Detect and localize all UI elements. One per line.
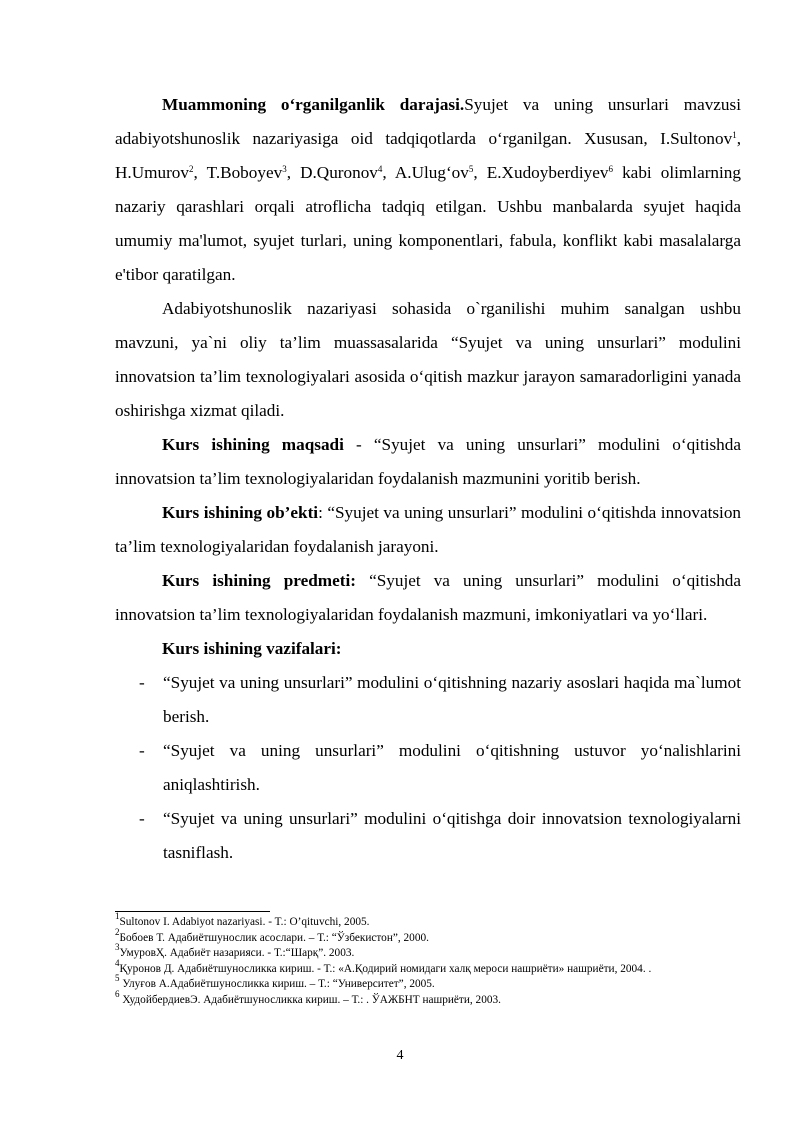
paragraph-subject: Kurs ishining predmeti: “Syujet va uning unsurlari” modulini o‘qitishda innovatsion ta’lim texnologiyalaridan foydalanish mazmuni, imkoniyatlari va yo‘llari. — [115, 571, 742, 624]
list-dash: - — [139, 809, 145, 828]
heading-study-degree: Muammoning o‘rganilganlik darajasi. — [162, 95, 465, 114]
page-number: 4 — [396, 1048, 404, 1063]
list-item: - “Syujet va uning unsurlari” modulini o‘qitishning nazariy asoslari haqida ma`lumot berish. — [115, 666, 741, 734]
footnote-ref-6: 6 — [608, 164, 613, 174]
footnotes — [115, 911, 741, 1009]
footnote-ref-5: 5 — [468, 164, 474, 174]
document-body — [115, 88, 741, 870]
footnote: $^4$Қуронов Д. Адабиётшуносликка кириш. - Т.: «А.Қодирий номидаги халқ мероси нашриёти» нашриёти, 2004. . — [115, 957, 652, 975]
footnote-ref-1: 1 — [732, 130, 737, 140]
footnote-ref-4: 4 — [377, 164, 383, 174]
footnote-ref-2: 2 — [189, 164, 194, 174]
paragraph-object: Kurs ishining ob’ekti: “Syujet va uning unsurlari” modulini o‘qitishda innovatsion ta’lim texnologiyalaridan foydalanish jarayoni. — [115, 503, 742, 556]
paragraph-study-degree: Muammoning o‘rganilganlik darajasi.Syujet va uning unsurlari mavzusi adabiyotshunoslik nazariyasiga oid tadqiqotlarda o‘rganilgan. Xususan, I.Sultonov$^1$, H.Umurov$^2$, T.Boboyev$^3$, D.Quronov$^4$, $A.Ulug‘ov^5$, E.Xudoyberdiyev$^6$ kabi olimlarning nazariy qarashlari orqali atroflicha tadqiq etilgan. Ushbu manbalarda syujet haqida umumiy ma'lumot, syujet turlari, uning komponentlari, fabula, konflikt kabi masalalarga e'tibor qaratilgan. — [115, 95, 741, 284]
footnote: $^1$Sultonov I. Adabiyot nazariyasi. - T.: O’qituvchi, 2005. — [115, 911, 370, 928]
footnote: $^6$ ХудойбердиевЭ. Адабиётшуносликка кириш. – Т.: . ЎАЖБНТ нашриёти, 2003. — [115, 988, 501, 1006]
list-item: - “Syujet va uning unsurlari” modulini o‘qitishning ustuvor yo‘nalishlarini aniqlashtirish. — [115, 734, 741, 802]
list-dash: - — [139, 673, 145, 692]
footnote-divider — [115, 911, 270, 912]
list-item: - “Syujet va uning unsurlari” modulini o‘qitishga doir innovatsion texnologiyalarni tasniflash. — [115, 802, 741, 870]
footnote: $^2$Бобоев Т. Адабиётшунослик асослари. – Т.: “Ўзбекистон”, 2000. — [115, 926, 429, 944]
task-list — [115, 666, 741, 870]
heading-subject: Kurs ishining predmeti: — [162, 571, 356, 590]
footnote: $^5$ Улуғов А.Адабиётшуносликка кириш. – Т.: “Университет”, 2005. — [115, 973, 435, 991]
footnote-ref-3: 3 — [282, 164, 287, 174]
heading-object: Kurs ishining ob’ekti — [162, 503, 319, 522]
footnote: $^3$УмуровҲ. Адабиёт назарияси. - Т.:“Шарқ”. 2003. — [115, 942, 355, 960]
paragraph-goal: Kurs ishining maqsadi - “Syujet va uning unsurlari” modulini o‘qitishda innovatsion ta’lim texnologiyalaridan foydalanish mazmunini yoritib berish. — [115, 435, 742, 488]
paragraph-relevance: Adabiyotshunoslik nazariyasi sohasida o`rganilishi muhim sanalgan ushbu mavzuni, ya`ni oliy ta’lim muassasalarida “Syujet va uning unsurlari” modulini innovatsion ta’lim texnologiyalari asosida o‘qitish mazkur jarayon samaradorligini yanada oshirishga xizmat qiladi. — [115, 299, 741, 420]
heading-tasks: Kurs ishining vazifalari: — [162, 639, 342, 658]
heading-goal: Kurs ishining maqsadi — [162, 435, 344, 454]
list-dash: - — [139, 741, 145, 760]
